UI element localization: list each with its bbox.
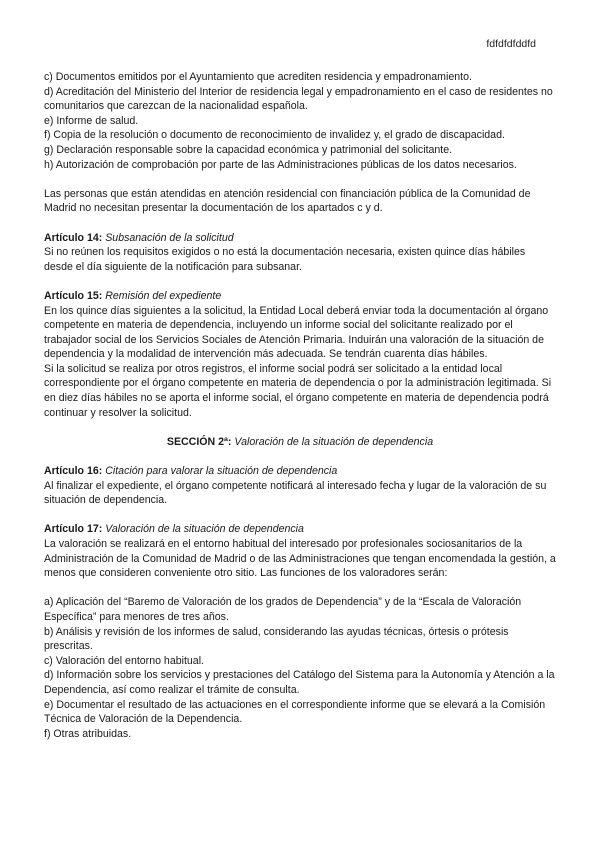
document-page <box>44 0 556 848</box>
article-title: Remisión del expediente <box>105 289 222 302</box>
article-heading <box>44 289 556 304</box>
article-body: Si la solicitud se realiza por otros registros, el informe social podrá ser solicitado a la entidad local correspondiente por el órgano competente en materia de dependencia o por la administración legitimada. Si en diez días hábiles no se aporta el informe social, el órgano competente en materia de dependencia podrá continuar y resolver la solicitud. <box>44 362 552 419</box>
list-item: f) Copia de la resolución o documento de reconocimiento de invalidez y, el grado de discapacidad. <box>44 129 505 142</box>
section-heading <box>44 435 556 450</box>
section-label: SECCIÓN 2ª: <box>166 435 232 448</box>
page-header: fdfdfdfddfd <box>486 38 536 50</box>
article-heading <box>44 231 556 246</box>
article-body: Si no reúnen los requisitos exigidos o no está la documentación necesaria, existen quince días hábiles desde el día siguiente de la notificación para subsanar. <box>44 246 526 273</box>
list-item: e) Informe de salud. <box>44 114 139 127</box>
article-label: Artículo 14: <box>44 231 103 244</box>
functions-list <box>44 595 556 741</box>
article-14 <box>44 231 556 275</box>
list-item: f) Otras atribuidas. <box>44 727 132 740</box>
article-17 <box>44 522 556 741</box>
article-heading <box>44 522 556 537</box>
article-body: La valoración se realizará en el entorno habitual del interesado por profesionales sociosanitarios de la Administración de la Comunidad de Madrid o de las Administraciones que tengan encomendada la gestión, a menos que consideren conveniente otro sitio. Las funciones de los valoradores serán: <box>44 538 556 580</box>
list-item: h) Autorización de comprobación por parte de las Administraciones públicas de los datos necesarios. <box>44 158 517 171</box>
article-label: Artículo 17: <box>44 523 103 536</box>
article-body: En los quince días siguientes a la solicitud, la Entidad Local deberá enviar toda la documentación al órgano competente en materia de dependencia, incluyendo un informe social del solicitante realizado por el trabajador social de los Servicios Sociales de Atención Primaria. Induirán una valoración de la situación de dependencia y la modalidad de intervención más adecuada. Se tendrán cuarenta días hábiles. <box>44 304 549 361</box>
list-item: e) Documentar el resultado de las actuaciones en el correspondiente informe que se elevará a la Comisión Técnica de Valoración de la Dependencia. <box>44 698 546 726</box>
article-title: Citación para valorar la situación de dependencia <box>105 465 338 478</box>
list-item: b) Análisis y revisión de los informes de salud, considerando las ayudas técnicas, órtesis o prótesis prescritas. <box>44 625 509 653</box>
documents-list <box>44 70 556 172</box>
article-label: Artículo 16: <box>44 465 103 478</box>
list-item: c) Valoración del entorno habitual. <box>44 654 204 667</box>
section-title: Valoración de la situación de dependencia <box>234 435 434 448</box>
article-title: Subsanación de la solicitud <box>105 231 234 244</box>
article-heading <box>44 464 556 479</box>
article-label: Artículo 15: <box>44 289 103 302</box>
article-title: Valoración de la situación de dependencia <box>105 523 304 536</box>
article-15 <box>44 289 556 420</box>
list-item: d) Información sobre los servicios y prestaciones del Catálogo del Sistema para la Autonomía y Atención a la Dependencia, así como realizar el trámite de consulta. <box>44 669 555 696</box>
list-item: g) Declaración responsable sobre la capacidad económica y patrimonial del solicitante. <box>44 143 453 156</box>
list-item: c) Documentos emitidos por el Ayuntamiento que acrediten residencia y empadronamiento. <box>44 71 472 83</box>
residential-paragraph: Las personas que están atendidas en atención residencial con financiación pública de la Comunidad de Madrid no necesitan presentar la documentación de los apartados c y d. <box>44 187 531 215</box>
article-16 <box>44 464 556 508</box>
article-body: Al finalizar el expediente, el órgano competente notificará al interesado fecha y lugar de la valoración de su situación de dependencia. <box>44 479 547 507</box>
document-body <box>44 70 556 741</box>
list-item: a) Aplicación del “Baremo de Valoración de los grados de Dependencia” y de la “Escala de Valoración Específica” para menores de tres años. <box>44 596 522 623</box>
list-item: d) Acreditación del Ministerio del Interior de residencia legal y empadronamiento en el caso de residentes no comunitarios que carezcan de la nacionalidad española. <box>44 85 553 113</box>
